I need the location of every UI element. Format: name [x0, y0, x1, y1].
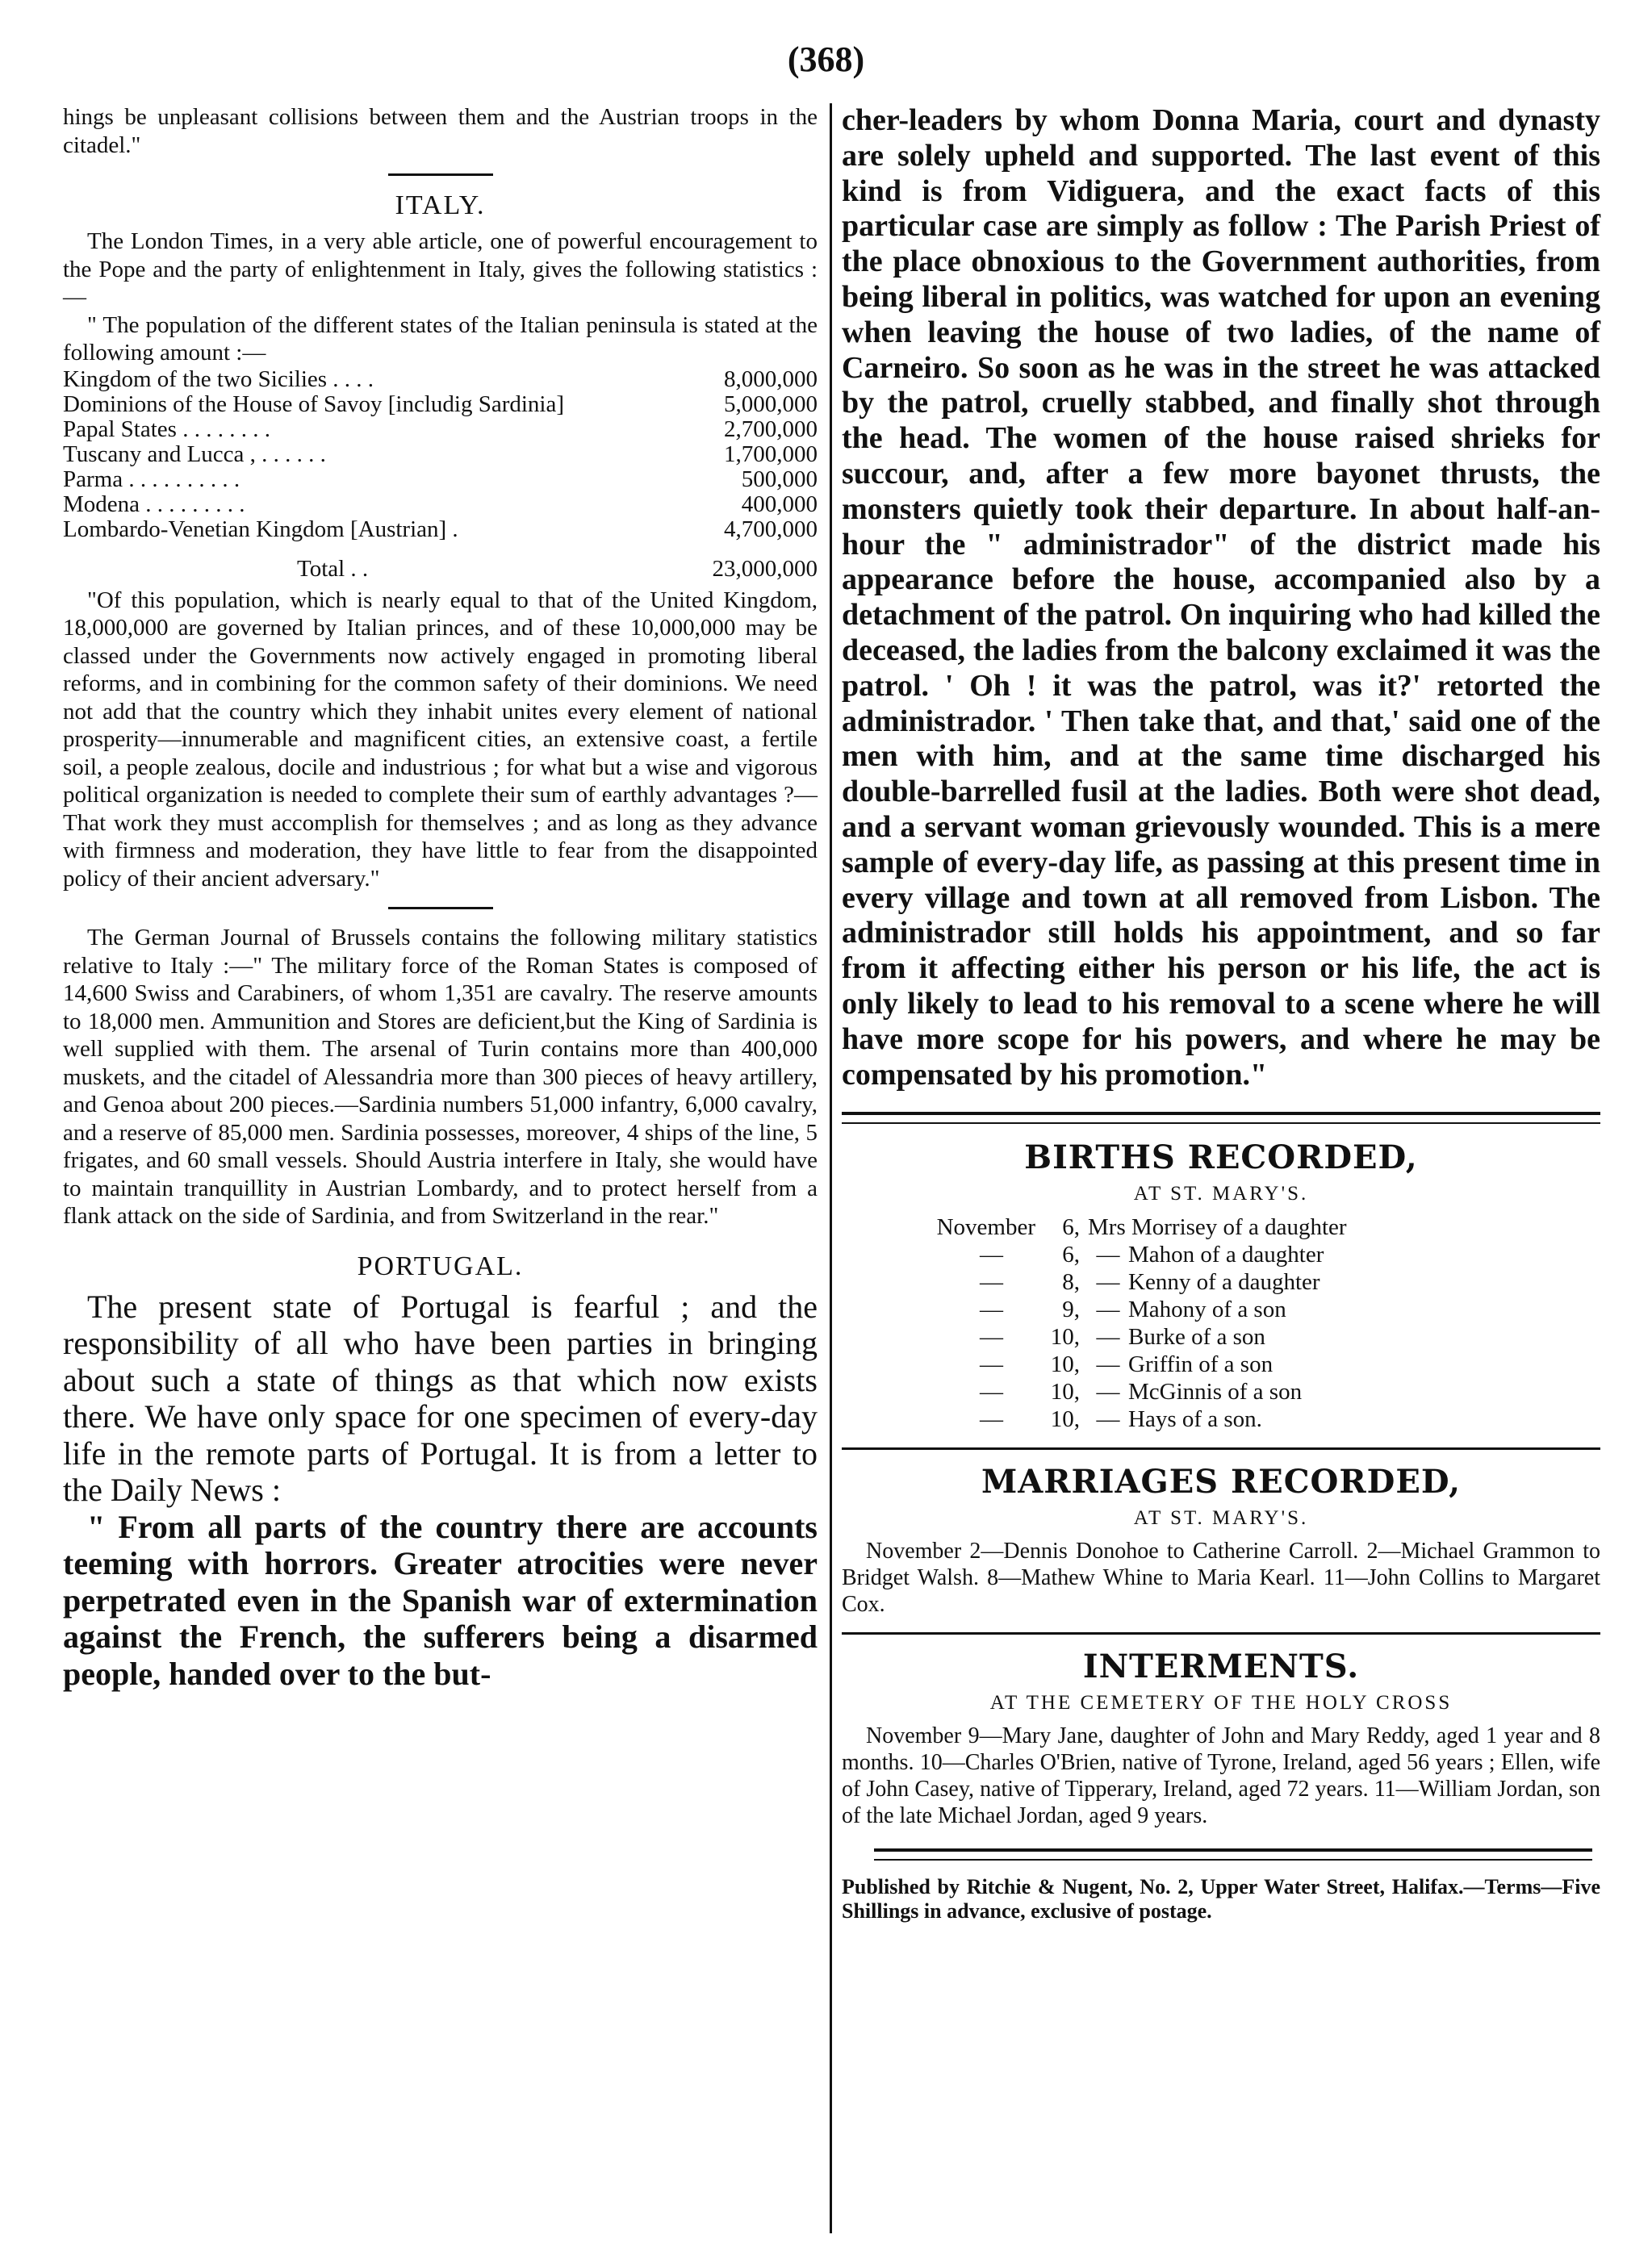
- birth-name: Griffin of a son: [1128, 1351, 1274, 1378]
- state-name: Parma . . . . . . . . . .: [63, 466, 240, 492]
- birth-day: 10,: [1050, 1379, 1080, 1405]
- ditto-mark: —: [980, 1269, 1003, 1296]
- state-population: 500,000: [741, 466, 818, 492]
- list-item: [898, 1213, 1600, 1241]
- portugal-para-1: The present state of Portugal is fearful ; and the responsibility of all who have been parties in bringing about such a state of things as that which now exists there. We have only space for one specimen of every-day life in the remote parts of Portugal. It is from a letter to the Daily News :: [63, 1288, 818, 1508]
- section-rule: [388, 173, 493, 176]
- section-rule: [842, 1447, 1600, 1450]
- top-fragment: hings be unpleasant collisions between them and the Austrian troops in the citadel.": [63, 104, 818, 158]
- state-name: Dominions of the House of Savoy [includig Sardinia]: [63, 391, 564, 417]
- state-name: Kingdom of the two Sicilies . . . .: [63, 365, 374, 392]
- table-row: [63, 467, 818, 492]
- table-row: [63, 492, 818, 517]
- population-table: [63, 367, 818, 582]
- total-value: 23,000,000: [712, 555, 818, 582]
- portugal-continuation: cher-leaders by whom Donna Maria, court and dynasty are solely upheld and supported. The last event of this kind is from Vidiguera, and the exact facts of this particular case are simply as follow : The Parish Priest of the place obnoxious to the Government authorities, from being liberal in politics, was watched for upon an evening when leaving the house of two ladies, of the name of Carneiro. So soon as he was in the street he was attacked by the patrol, cruelly stabbed, and finally shot through the head. The women of the house raised shrieks for succour, and, after a few more bayonet thrusts, the monsters quietly took their departure. In about half-an-hour the " administrador" of the district made his appearance before the house, accompanied also by a detachment of the patrol. On inquiring who had killed the deceased, the ladies from the balcony exclaimed it was the patrol. ' Oh ! it was the patrol, was it?' retorted the administrador. ' Then take that, and that,' said one of the men with him, and at the same time discharged his double-barrelled fusil at the ladies. Both were shot dead, and a servant woman grievously wounded. This is a mere sample of every-day life, as passing at this present time in every village and town at all removed from Lisbon. The administrador still holds his appointment, and so far from it affecting either his person or his life, the act is only likely to lead to his removal to a scene where he will have more scope for his powers, and where he may be compensated by his promotion.": [842, 103, 1600, 1092]
- state-population: 8,000,000: [724, 365, 818, 392]
- publisher-imprint: Published by Ritchie & Nugent, No. 2, Upper Water Street, Halifax.—Terms—Five Shillings in advance, exclusive of postage.: [842, 1875, 1600, 1923]
- birth-day: 6,: [1062, 1242, 1080, 1268]
- double-rule: [842, 1112, 1600, 1124]
- ditto-mark: —: [980, 1379, 1003, 1405]
- birth-day: 10,: [1050, 1351, 1080, 1378]
- table-row: [63, 517, 818, 542]
- ditto-mark: —: [1096, 1269, 1120, 1296]
- birth-name: Burke of a son: [1128, 1324, 1265, 1351]
- birth-day: 9,: [1062, 1297, 1080, 1323]
- birth-name: Hays of a son.: [1128, 1406, 1262, 1433]
- state-population: 5,000,000: [724, 391, 818, 417]
- birth-name: McGinnis of a son: [1128, 1379, 1303, 1405]
- state-population: 4,700,000: [724, 516, 818, 542]
- ditto-mark: —: [1096, 1242, 1120, 1268]
- ditto-mark: —: [980, 1242, 1003, 1268]
- state-population: 2,700,000: [724, 416, 818, 442]
- total-row: [63, 542, 818, 582]
- interments-title: INTERMENTS.: [1082, 1648, 1360, 1686]
- state-population: 1,700,000: [724, 441, 818, 467]
- state-population: 400,000: [741, 491, 818, 517]
- list-item: [898, 1241, 1600, 1268]
- state-name: Lombardo-Venetian Kingdom [Austrian] .: [63, 516, 458, 542]
- birth-day: 6,: [1062, 1214, 1080, 1241]
- section-rule: [388, 907, 493, 909]
- birth-month: November: [936, 1214, 1035, 1241]
- right-column: [842, 103, 1600, 1923]
- ditto-mark: —: [1096, 1406, 1120, 1433]
- state-name: Papal States . . . . . . . .: [63, 416, 270, 442]
- ditto-mark: —: [980, 1406, 1003, 1433]
- marriages-subtitle: AT ST. MARY'S.: [1133, 1507, 1309, 1530]
- portugal-heading: PORTUGAL.: [357, 1251, 524, 1281]
- birth-name: Kenny of a daughter: [1128, 1269, 1320, 1296]
- birth-day: 8,: [1062, 1269, 1080, 1296]
- ditto-mark: —: [980, 1324, 1003, 1351]
- state-name: Tuscany and Lucca , . . . . . .: [63, 441, 326, 467]
- list-item: [898, 1323, 1600, 1351]
- table-row: [63, 442, 818, 467]
- italy-intro: The London Times, in a very able article, one of powerful encouragement to the Pope and the party of enlightenment in Italy, gives the following statistics :—: [63, 228, 818, 310]
- table-row: [63, 392, 818, 417]
- page-number: (368): [787, 40, 865, 79]
- interments-subtitle: AT THE CEMETERY OF THE HOLY CROSS: [989, 1692, 1453, 1715]
- italy-heading: ITALY.: [395, 190, 486, 220]
- list-item: [898, 1405, 1600, 1433]
- birth-name: Mahon of a daughter: [1128, 1242, 1324, 1268]
- portugal-para-2: " From all parts of the country there are accounts teeming with horrors. Greater atrocities were never perpetrated even in the Spanish war of extermination against the French, the sufferers being a disarmed people, handed over to the but-: [63, 1508, 818, 1692]
- ditto-mark: —: [1096, 1297, 1120, 1323]
- marriages-title: MARRIAGES RECORDED,: [981, 1463, 1462, 1502]
- ditto-mark: —: [1096, 1379, 1120, 1405]
- population-intro: " The population of the different states of the Italian peninsula is stated at the following amount :—: [63, 311, 818, 365]
- ditto-mark: —: [980, 1297, 1003, 1323]
- double-rule: [874, 1848, 1592, 1861]
- italy-analysis: "Of this population, which is nearly equal to that of the United Kingdom, 18,000,000 are governed by Italian princes, and of these 10,000,000 may be classed under the Governments now actively engaged in promoting liberal reforms, and in combining for the common safety of their dominions. We need not add that the country which they inhabit unites every element of national prosperity—innumerable and magnificent cities, an extensive coast, a fertile soil, a people zealous, docile and industrious ; for what but a wise and vigorous political organization is needed to complete their sum of earthly advantages ?—That work they must accomplish for themselves ; and as long as they advance with firmness and moderation, they have little to fear from the disappointed policy of their ancient adversary.": [63, 587, 818, 892]
- list-item: [898, 1296, 1600, 1323]
- state-name: Modena . . . . . . . . .: [63, 491, 245, 517]
- left-column: [63, 103, 818, 1692]
- military-statistics: The German Journal of Brussels contains the following military statistics relative to Italy :—" The military force of the Roman States is composed of 14,600 Swiss and Carabiners, of whom 1,351 are cavalry. The reserve amounts to 18,000 men. Ammunition and Stores are deficient,but the King of Sardinia is well supplied with them. The arsenal of Turin contains more than 400,000 muskets, and the citadel of Alessandria more than 300 pieces of heavy artillery, and Genoa about 200 pieces.—Sardinia numbers 51,000 infantry, 6,000 cavalry, and a reserve of 85,000 men. Sardinia possesses, moreover, 4 ships of the line, 5 frigates, and 60 small vessels. Should Austria interfere in Italy, she would have to maintain tranquillity in Austrian Lombardy, and to protect herself from a flank attack on the side of Sardinia, and from Switzerland in the rear.": [63, 925, 818, 1229]
- table-row: [63, 367, 818, 392]
- ditto-mark: —: [1096, 1351, 1120, 1378]
- births-title: BIRTHS RECORDED,: [1024, 1138, 1418, 1177]
- birth-day: 10,: [1050, 1406, 1080, 1433]
- ditto-mark: —: [1096, 1324, 1120, 1351]
- births-subtitle: AT ST. MARY'S.: [1133, 1183, 1309, 1205]
- section-rule: [842, 1632, 1600, 1635]
- birth-name: Mahony of a son: [1128, 1297, 1286, 1323]
- table-row: [63, 417, 818, 442]
- total-label: Total . .: [297, 555, 369, 582]
- interments-text: November 9—Mary Jane, daughter of John and Mary Reddy, aged 1 year and 8 months. 10—Charles O'Brien, native of Tyrone, Ireland, aged 56 years ; Ellen, wife of John Casey, native of Tipperary, Ireland, aged 72 years. 11—William Jordan, son of the late Michael Jordan, aged 9 years.: [842, 1723, 1600, 1829]
- column-divider: [830, 103, 832, 2233]
- marriages-text: November 2—Dennis Donohoe to Catherine Carroll. 2—Michael Grammon to Bridget Walsh. 8—Mathew Whine to Maria Kearl. 11—John Collins to Margaret Cox.: [842, 1539, 1600, 1618]
- list-item: [898, 1351, 1600, 1378]
- ditto-mark: —: [980, 1351, 1003, 1378]
- births-list: [898, 1213, 1600, 1433]
- list-item: [898, 1378, 1600, 1405]
- birth-name: Mrs Morrisey of a daughter: [1088, 1214, 1347, 1241]
- birth-day: 10,: [1050, 1324, 1080, 1351]
- list-item: [898, 1268, 1600, 1296]
